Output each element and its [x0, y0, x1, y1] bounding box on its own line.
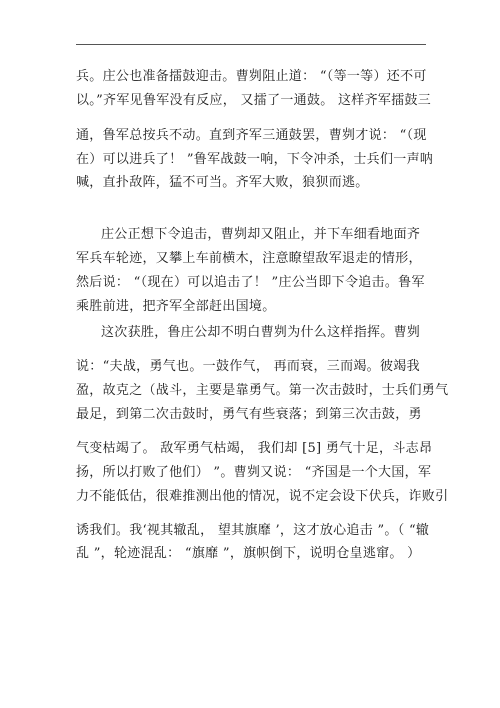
header-divider — [76, 44, 426, 45]
text-line: 然后说： “（现在）可以追击了！ ”庄公当即下令追击。鲁军 — [76, 275, 425, 290]
text-line: 说：“夫战，勇气也。一鼓作气， 再而衰，三而竭。彼竭我 — [76, 359, 420, 374]
text-line: 庄公正想下令追击，曹刿却又阻止，并下车细看地面齐 — [101, 227, 421, 242]
text-line: 盈，故克之（战斗，主要是靠勇气。第一次击鼓时，士兵们勇气 — [76, 383, 449, 398]
text-line: 诱我们。我‘视其辙乱， 望其旗靡 ’，这才放心追击 ”。（ “辙 — [76, 523, 430, 538]
text-line: 兵。庄公也准备擂鼓迎击。曹刿阻止道： “（等一等）还不可 — [76, 69, 427, 84]
text-line: 以。”齐军见鲁军没有反应， 又擂了一通鼓。 这样齐军擂鼓三 — [76, 93, 432, 108]
text-line: 喊，直扑敌阵，猛不可当。齐军大败，狼狈而逃。 — [76, 175, 369, 190]
text-line: 在）可以进兵了！ ”鲁军战鼓一响，下令冲杀，士兵们一声呐 — [76, 152, 434, 167]
text-line: 扬，所以打败了他们） ”。曹刿又说： “齐国是一个大国，军 — [76, 465, 432, 480]
text-line: 最足，到第二次击鼓时，勇气有些衰落；到第三次击鼓，勇 — [76, 407, 422, 422]
text-line: 这次获胜，鲁庄公却不明白曹刿为什么这样指挥。曹刿 — [101, 325, 421, 340]
text-line: 乱 ”，轮迹混乱： “旗靡 ”，旗帜倒下，说明仓皇逃窜。 ） — [76, 546, 421, 561]
text-line: 军兵车轮迹，又攀上车前横木，注意瞭望敌军退走的情形， — [76, 251, 422, 266]
text-line: 乘胜前进，把齐军全部赶出国境。 — [76, 299, 276, 314]
text-line: 气变枯竭了。 敌军勇气枯竭， 我们却 [5] 勇气十足，斗志昂 — [76, 441, 433, 456]
text-line: 力不能低估，很难推测出他的情况，说不定会设下伏兵，诈败引 — [76, 489, 449, 504]
text-line: 通，鲁军总按兵不动。直到齐军三通鼓罢，曹刿才说： “（现 — [76, 128, 427, 143]
